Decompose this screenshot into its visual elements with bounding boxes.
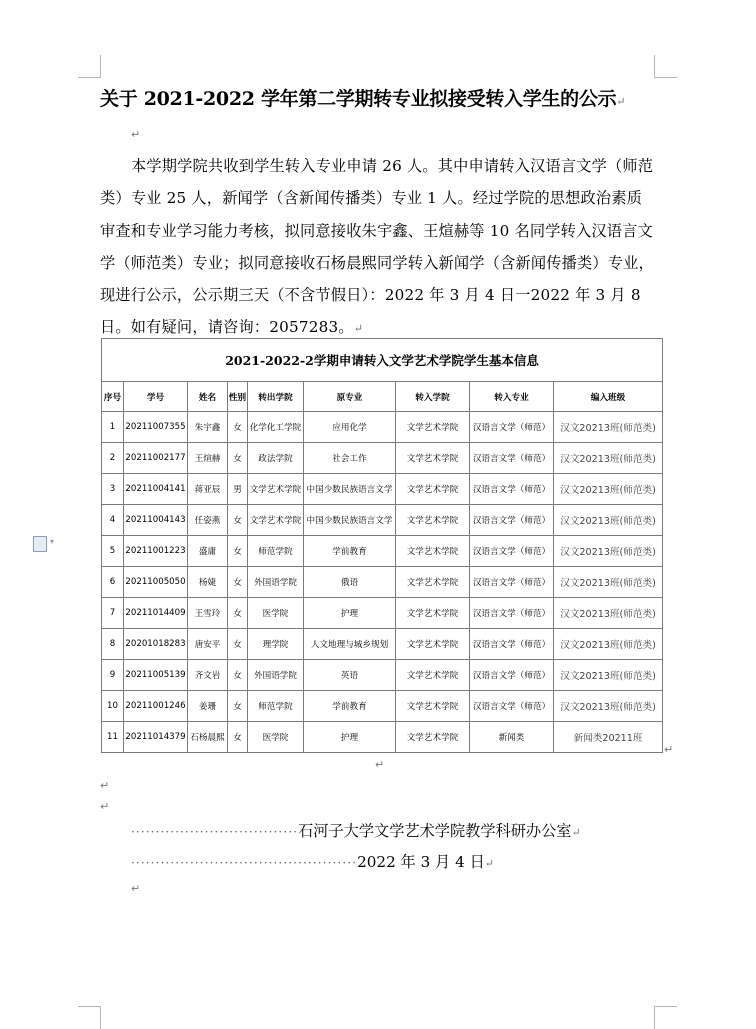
paragraph-mark-icon: ↵ xyxy=(484,857,494,870)
table-row xyxy=(102,691,663,722)
table-cell: 汉语言文学（师范） xyxy=(470,660,554,691)
column-header: 学号 xyxy=(124,382,188,412)
paragraph-mark-icon: ↵ xyxy=(616,95,626,108)
table-caption: 2021-2022-2学期申请转入文学艺术学院学生基本信息 xyxy=(102,339,663,382)
table-cell: 汉文20213班(师范类) xyxy=(554,412,663,443)
table-cell: 唐安平 xyxy=(188,629,228,660)
table-cell: 理学院 xyxy=(248,629,304,660)
table-cell: 20211005050 xyxy=(124,567,188,598)
table-row xyxy=(102,660,663,691)
signature-date-line xyxy=(131,851,494,872)
table-cell: 汉语言文学（师范） xyxy=(470,443,554,474)
table-cell: 汉语言文学（师范） xyxy=(470,567,554,598)
table-cell: 文学艺术学院 xyxy=(248,505,304,536)
table-cell: 社会工作 xyxy=(304,443,396,474)
paragraph-mark-icon: ↵ xyxy=(664,743,674,756)
table-cell: 俄语 xyxy=(304,567,396,598)
table-cell: 盛庸 xyxy=(188,536,228,567)
table-row xyxy=(102,412,663,443)
table-cell: 文学艺术学院 xyxy=(396,474,470,505)
paragraph-mark-icon: ↵ xyxy=(100,800,110,813)
table-cell: 杨婕 xyxy=(188,567,228,598)
table-cell: 人文地理与城乡规划 xyxy=(304,629,396,660)
table-cell: 文学艺术学院 xyxy=(396,505,470,536)
table-cell: 汉语言文学（师范） xyxy=(470,629,554,660)
table-cell: 20211007355 xyxy=(124,412,188,443)
page-corner-bottom-left xyxy=(78,1006,101,1029)
table-cell: 男 xyxy=(228,474,248,505)
table-cell: 20211005139 xyxy=(124,660,188,691)
table-cell: 中国少数民族语言文学 xyxy=(304,474,396,505)
table-cell: 新闻类 xyxy=(470,722,554,753)
paragraph-mark-icon: ↵ xyxy=(571,826,581,839)
table-cell: 护理 xyxy=(304,598,396,629)
table-cell: 女 xyxy=(228,412,248,443)
table-cell: 师范学院 xyxy=(248,536,304,567)
column-header: 转入学院 xyxy=(396,382,470,412)
leader-dots: ·············································· xyxy=(131,856,358,870)
table-cell: 女 xyxy=(228,505,248,536)
table-cell: 汉语言文学（师范） xyxy=(470,505,554,536)
table-cell: 女 xyxy=(228,536,248,567)
table-cell: 10 xyxy=(102,691,124,722)
table-cell: 20211001246 xyxy=(124,691,188,722)
table-cell: 20211004143 xyxy=(124,505,188,536)
signature-office: 石河子大学文学艺术学院教学科研办公室 xyxy=(298,822,572,840)
table-cell: 7 xyxy=(102,598,124,629)
table-cell: 3 xyxy=(102,474,124,505)
table-cell: 汉文20213班(师范类) xyxy=(554,443,663,474)
page-corner-top-left xyxy=(78,55,101,78)
table-cell: 护理 xyxy=(304,722,396,753)
table-cell: 汉文20213班(师范类) xyxy=(554,629,663,660)
table-cell: 汉语言文学（师范） xyxy=(470,691,554,722)
column-header: 转入专业 xyxy=(470,382,554,412)
table-cell: 学前教育 xyxy=(304,536,396,567)
column-header: 编入班级 xyxy=(554,382,663,412)
document-title xyxy=(100,84,680,111)
table-cell: 20211014409 xyxy=(124,598,188,629)
notice-body-text: 本学期学院共收到学生转入专业申请 26 人。其中申请转入汉语言文学（师范类）专业 25 人，新闻学（含新闻传播类）专业 1 人。经过学院的思想政治素质审查和专业学习能力考核，拟同意接收朱宇鑫、王煊赫等 10 名同学转入汉语言文学（师范类）专业；拟同意接收石杨晨熙同学转入新闻学（含新闻传播类）专业，现进行公示，公示期三天（不含节假日）：2022 年 3 月 4 日一2022 年 3 月 8 日。如有疑问，请咨询：2057283。 xyxy=(100,157,654,337)
table-cell: 王雪玲 xyxy=(188,598,228,629)
leader-dots: ·································· xyxy=(131,825,299,839)
table-cell: 汉语言文学（师范） xyxy=(470,474,554,505)
table-cell: 女 xyxy=(228,598,248,629)
table-cell: 文学艺术学院 xyxy=(248,474,304,505)
table-cell: 汉语言文学（师范） xyxy=(470,412,554,443)
table-cell: 2 xyxy=(102,443,124,474)
table-cell: 汉文20213班(师范类) xyxy=(554,660,663,691)
table-cell: 汉语言文学（师范） xyxy=(470,536,554,567)
table-cell: 蒋亚辰 xyxy=(188,474,228,505)
table-cell: 政法学院 xyxy=(248,443,304,474)
table-cell: 20211014379 xyxy=(124,722,188,753)
student-info-table-container xyxy=(101,338,662,753)
table-cell: 女 xyxy=(228,660,248,691)
table-cell: 石杨晨熙 xyxy=(188,722,228,753)
chevron-down-icon[interactable]: ▾ xyxy=(50,537,55,546)
table-cell: 汉文20213班(师范类) xyxy=(554,691,663,722)
table-row xyxy=(102,722,663,753)
table-cell: 6 xyxy=(102,567,124,598)
table-cell: 朱宇鑫 xyxy=(188,412,228,443)
table-cell: 应用化学 xyxy=(304,412,396,443)
table-cell: 医学院 xyxy=(248,722,304,753)
paragraph-mark-icon: ↵ xyxy=(100,779,110,792)
table-cell: 1 xyxy=(102,412,124,443)
table-cell: 任姿燕 xyxy=(188,505,228,536)
table-cell: 英语 xyxy=(304,660,396,691)
table-cell: 5 xyxy=(102,536,124,567)
table-cell: 20211002177 xyxy=(124,443,188,474)
table-cell: 女 xyxy=(228,691,248,722)
table-cell: 王煊赫 xyxy=(188,443,228,474)
table-cell: 文学艺术学院 xyxy=(396,598,470,629)
table-cell: 8 xyxy=(102,629,124,660)
column-header: 性别 xyxy=(228,382,248,412)
table-row xyxy=(102,505,663,536)
paragraph-mark-icon: ↵ xyxy=(375,758,385,771)
table-cell: 女 xyxy=(228,567,248,598)
table-cell: 汉文20213班(师范类) xyxy=(554,474,663,505)
paragraph-mark-icon: ↵ xyxy=(131,882,141,895)
table-cell: 外国语学院 xyxy=(248,567,304,598)
paragraph-mark-icon: ↵ xyxy=(353,322,364,336)
column-header: 原专业 xyxy=(304,382,396,412)
table-cell: 新闻类20211班 xyxy=(554,722,663,753)
table-cell: 学前教育 xyxy=(304,691,396,722)
table-cell: 汉文20213班(师范类) xyxy=(554,505,663,536)
table-cell: 文学艺术学院 xyxy=(396,567,470,598)
page-corner-top-right xyxy=(654,55,677,78)
document-title-text: 关于 2021-2022 学年第二学期转专业拟接受转入学生的公示 xyxy=(100,88,617,110)
table-row xyxy=(102,629,663,660)
column-header: 姓名 xyxy=(188,382,228,412)
table-row xyxy=(102,443,663,474)
student-info-table xyxy=(101,338,663,753)
table-cell: 师范学院 xyxy=(248,691,304,722)
table-cell: 外国语学院 xyxy=(248,660,304,691)
table-cell: 化学化工学院 xyxy=(248,412,304,443)
paste-options-icon[interactable] xyxy=(33,536,47,552)
page-corner-bottom-right xyxy=(654,1006,677,1029)
table-cell: 文学艺术学院 xyxy=(396,722,470,753)
table-cell: 姜珊 xyxy=(188,691,228,722)
table-cell: 汉文20213班(师范类) xyxy=(554,536,663,567)
table-cell: 20211004141 xyxy=(124,474,188,505)
table-row xyxy=(102,474,663,505)
table-row xyxy=(102,536,663,567)
table-cell: 11 xyxy=(102,722,124,753)
table-cell: 文学艺术学院 xyxy=(396,629,470,660)
table-cell: 20211001223 xyxy=(124,536,188,567)
table-cell: 齐文岩 xyxy=(188,660,228,691)
table-cell: 文学艺术学院 xyxy=(396,536,470,567)
table-cell: 文学艺术学院 xyxy=(396,443,470,474)
table-cell: 文学艺术学院 xyxy=(396,412,470,443)
table-cell: 女 xyxy=(228,629,248,660)
table-cell: 汉文20213班(师范类) xyxy=(554,567,663,598)
notice-body xyxy=(100,150,656,346)
table-row xyxy=(102,598,663,629)
table-header-row xyxy=(102,382,663,412)
table-cell: 文学艺术学院 xyxy=(396,660,470,691)
table-cell: 女 xyxy=(228,722,248,753)
table-cell: 医学院 xyxy=(248,598,304,629)
column-header: 序号 xyxy=(102,382,124,412)
table-cell: 文学艺术学院 xyxy=(396,691,470,722)
signature-date: 2022 年 3 月 4 日 xyxy=(357,853,485,871)
signature-office-line xyxy=(131,820,581,841)
table-cell: 中国少数民族语言文学 xyxy=(304,505,396,536)
table-cell: 4 xyxy=(102,505,124,536)
table-cell: 女 xyxy=(228,443,248,474)
table-cell: 汉文20213班(师范类) xyxy=(554,598,663,629)
paragraph-mark-icon: ↵ xyxy=(131,128,141,141)
table-cell: 汉语言文学（师范） xyxy=(470,598,554,629)
column-header: 转出学院 xyxy=(248,382,304,412)
table-row xyxy=(102,567,663,598)
table-cell: 9 xyxy=(102,660,124,691)
table-cell: 20201018283 xyxy=(124,629,188,660)
